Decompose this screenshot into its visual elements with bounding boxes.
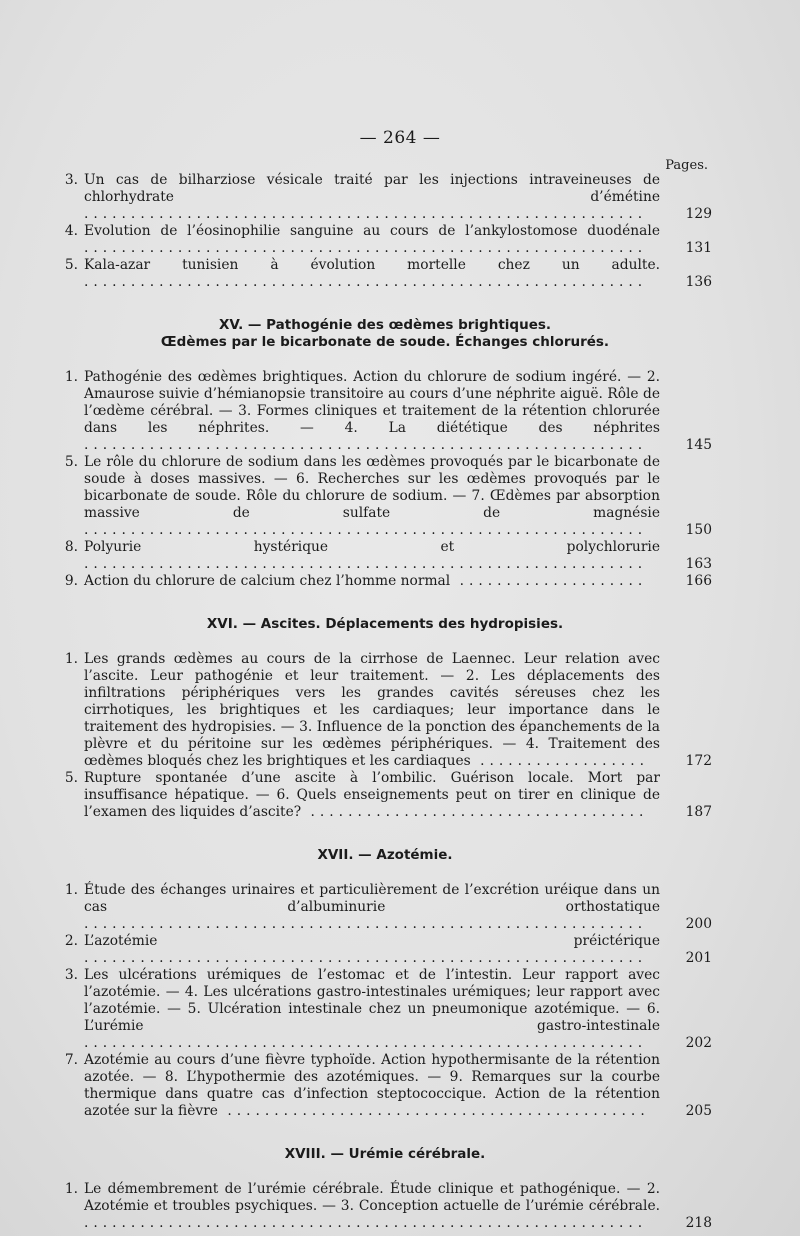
dot-leader: ............................................................	[84, 522, 648, 538]
toc-entry	[58, 369, 712, 454]
dot-leader: ............................................................	[84, 1215, 648, 1231]
entry-text	[84, 257, 660, 291]
entry-text	[84, 223, 660, 257]
entry-text	[84, 967, 660, 1052]
entry-page-number: 200	[685, 916, 712, 932]
toc-entry	[58, 172, 712, 223]
entry-text	[84, 369, 660, 454]
section-title-line: XVIII. — Urémie cérébrale.	[284, 1146, 486, 1162]
section-title	[58, 1146, 712, 1163]
entry-page-number: 202	[685, 1035, 712, 1051]
entry-title: Rupture spontanée d’une ascite à l’ombilic. Guérison locale. Mort par insuffisance hépatique. — 6. Quels enseignements peut on tirer en clinique de l’examen des liquides d’ascite?	[84, 770, 660, 820]
entry-title: Étude des échanges urinaires et particulièrement de l’excrétion uréique dans un cas d’albuminurie orthostatique	[84, 882, 660, 915]
section-title	[58, 616, 712, 633]
toc-entry	[58, 1052, 712, 1120]
entry-number: 7.	[64, 1052, 78, 1068]
toc-entry	[58, 257, 712, 291]
dot-leader: ....................	[450, 573, 648, 589]
dot-leader: .............................................	[217, 1103, 650, 1119]
entry-page-number: 136	[685, 274, 712, 290]
entry-text	[84, 172, 660, 223]
toc-entry	[58, 967, 712, 1052]
top-entry-list	[58, 172, 712, 291]
entry-page-number: 145	[685, 437, 712, 453]
entry-title: L’azotémie préictérique	[84, 933, 660, 949]
toc-entry	[58, 770, 712, 821]
dot-leader: ............................................................	[84, 206, 648, 222]
entry-number: 4.	[64, 223, 78, 239]
toc-section	[58, 616, 712, 821]
entry-number: 1.	[64, 882, 78, 898]
entry-title: Kala-azar tunisien à évolution mortelle chez un adulte.	[84, 257, 660, 273]
entry-title: Le rôle du chlorure de sodium dans les œdèmes provoqués par le bicarbonate de soude à doses massives. — 6. Recherches sur les œdèmes provoqués par le bicarbonate de soude. Rôle du chlorure de sodium. — 7. Œdèmes par absorption massive de sulfate de magnésie	[84, 454, 660, 521]
entry-text	[84, 933, 660, 967]
entry-title: Les ulcérations urémiques de l’estomac et de l’intestin. Leur rapport avec l’azotémie. — 4. Les ulcérations gastro-intestinales urémiques; leur rapport avec l’azotémie. — 5. Ulcération intestinale chez un pneumonique azotémique. — 6. L’urémie gastro-intestinale	[84, 967, 660, 1034]
entry-text	[84, 770, 660, 821]
toc-entry	[58, 223, 712, 257]
entry-page-number: 129	[685, 206, 712, 222]
entry-text	[84, 882, 660, 933]
toc-entry	[58, 539, 712, 573]
entry-number: 9.	[64, 573, 78, 589]
toc-entry	[58, 651, 712, 770]
entry-page-number: 187	[685, 804, 712, 820]
toc-entry	[58, 933, 712, 967]
entry-page-number: 201	[685, 950, 712, 966]
toc-section	[58, 1146, 712, 1232]
dot-leader: ............................................................	[84, 437, 648, 453]
entry-number: 5.	[64, 770, 78, 786]
entry-text	[84, 573, 660, 590]
entry-title: Pathogénie des œdèmes brightiques. Action du chlorure de sodium ingéré. — 2. Amaurose suivie d’hémianopsie transitoire au cours d’une néphrite aiguë. Rôle de l’œdème cérébral. — 3. Formes cliniques et traitement de la rétention chlorurée dans les néphrites. — 4. La diététique des néphrites	[84, 369, 660, 436]
toc-entry	[58, 454, 712, 539]
pages-column-label: Pages.	[665, 158, 708, 173]
section-title-line: XVII. — Azotémie.	[317, 847, 453, 863]
entry-number: 3.	[64, 967, 78, 983]
toc-section	[58, 847, 712, 1120]
table-of-contents	[58, 172, 712, 1232]
entry-page-number: 205	[685, 1103, 712, 1119]
section-title	[58, 317, 712, 351]
page-number: — 264 —	[359, 128, 441, 148]
entry-number: 3.	[64, 172, 78, 188]
dot-leader: ..................	[470, 753, 650, 769]
entry-text	[84, 454, 660, 539]
entry-number: 5.	[64, 257, 78, 273]
entry-number: 8.	[64, 539, 78, 555]
entry-text	[84, 1052, 660, 1120]
entry-number: 5.	[64, 454, 78, 470]
entry-page-number: 172	[685, 753, 712, 769]
section-title-line: XVI. — Ascites. Déplacements des hydropisies.	[206, 616, 564, 632]
section-title	[58, 847, 712, 864]
toc-section	[58, 317, 712, 590]
toc-entry	[58, 1181, 712, 1232]
entry-title: Evolution de l’éosinophilie sanguine au cours de l’ankylostomose duodénale	[84, 223, 660, 239]
entry-page-number: 166	[685, 573, 712, 589]
toc-entry	[58, 882, 712, 933]
entry-number: 1.	[64, 369, 78, 385]
entry-title: Azotémie au cours d’une fièvre typhoïde. Action hypothermisante de la rétention azotée. — 8. L’hypothermie des azotémiques. — 9. Remarques sur la courbe thermique dans quatre cas d’infection steptococcique. Action de la rétention azotée sur la fièvre	[84, 1052, 660, 1119]
entry-title: Le démembrement de l’urémie cérébrale. Étude clinique et pathogénique. — 2. Azotémie et troubles psychiques. — 3. Conception actuelle de l’urémie cérébrale.	[84, 1181, 660, 1214]
section-subtitle-line: Œdèmes par le bicarbonate de soude. Échanges chlorurés.	[160, 334, 610, 350]
section-list	[58, 317, 712, 1232]
entry-title: Les grands œdèmes au cours de la cirrhose de Laennec. Leur relation avec l’ascite. Leur pathogénie et leur traitement. — 2. Les déplacements des infiltrations périphériques vers les grandes cavités séreuses chez les cirrhotiques, les brightiques et les cardiaques; leur importance dans le traitement des hydropisies. — 3. Influence de la ponction des épanchements de la plèvre et du péritoine sur les œdèmes périphériques. — 4. Traitement des œdèmes bloqués chez les brightiques et les cardiaques	[84, 651, 660, 769]
entry-page-number: 163	[685, 556, 712, 572]
entry-page-number: 150	[685, 522, 712, 538]
dot-leader: ............................................................	[84, 240, 648, 256]
entry-title: Polyurie hystérique et polychlorurie	[84, 539, 660, 555]
dot-leader: ............................................................	[84, 950, 648, 966]
entry-text	[84, 539, 660, 573]
entry-number: 1.	[64, 1181, 78, 1197]
toc-entry	[58, 573, 712, 590]
entry-title: Action du chlorure de calcium chez l’homme normal	[84, 573, 451, 589]
section-title-line: XV. — Pathogénie des œdèmes brightiques.	[218, 317, 552, 333]
entry-number: 1.	[64, 651, 78, 667]
entry-title: Un cas de bilharziose vésicale traité par les injections intraveineuses de chlorhydrate d’émétine	[84, 172, 660, 205]
dot-leader: ............................................................	[84, 274, 648, 290]
entry-text	[84, 651, 660, 770]
entry-text	[84, 1181, 660, 1232]
entry-page-number: 218	[685, 1215, 712, 1231]
dot-leader: ............................................................	[84, 1035, 648, 1051]
entry-number: 2.	[64, 933, 78, 949]
dot-leader: ............................................................	[84, 916, 648, 932]
dot-leader: ....................................	[301, 804, 649, 820]
entry-page-number: 131	[685, 240, 712, 256]
dot-leader: ............................................................	[84, 556, 648, 572]
